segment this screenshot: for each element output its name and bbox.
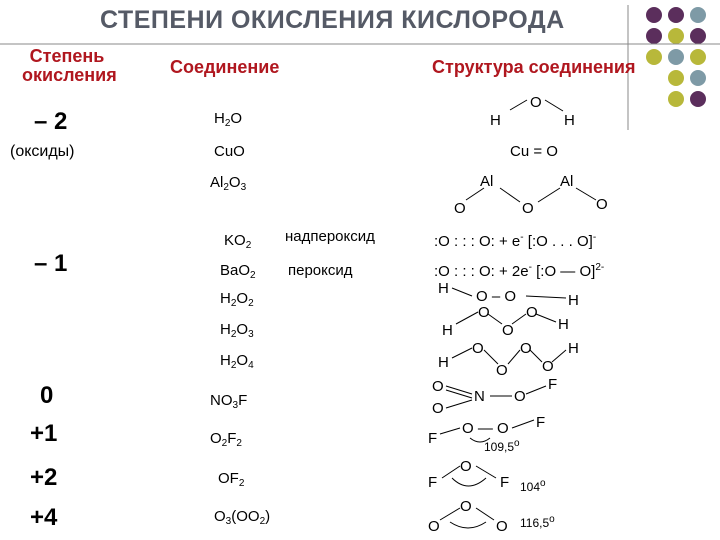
atom: H — [442, 322, 453, 339]
atom: H — [558, 316, 569, 333]
atom: H — [564, 112, 575, 129]
atom: O — [432, 400, 444, 417]
bond — [500, 188, 520, 202]
compound-no3f: $NO_3F$ — [210, 392, 248, 411]
compound-al2o3: $Al_2O_3$ — [210, 174, 247, 193]
atom: O — [502, 322, 514, 339]
bond — [545, 100, 563, 111]
atom: F — [536, 414, 546, 431]
bond — [446, 390, 472, 398]
atom: O — [472, 340, 484, 357]
header-compound: Соединение — [170, 57, 280, 77]
header-line: окисления — [22, 65, 117, 85]
compound-o2f2: $O_2F_2$ — [210, 430, 242, 449]
atom: O — [514, 388, 526, 405]
atom: Al — [480, 173, 494, 190]
bond — [440, 428, 460, 434]
bond — [442, 466, 460, 478]
atom: O — [530, 94, 542, 111]
state-plus-two: +2 — [30, 464, 58, 491]
state-minus-two: – 2 — [34, 108, 68, 135]
header-line: Степень — [29, 46, 105, 66]
header-structure: Структура соединения — [432, 57, 636, 77]
compound-of2: $OF_2$ — [218, 470, 245, 489]
bond — [526, 386, 546, 394]
structure-ko2: :O : : : O: + e- [:O . . . O]- — [434, 232, 597, 250]
bond — [488, 314, 502, 324]
atom: Al — [560, 173, 574, 190]
bond — [446, 400, 472, 408]
bond — [512, 314, 526, 324]
bond-angle: $116,5^о$ — [520, 514, 555, 530]
structure-bao2: :O : : : O: + 2e- [:O — O]$^{2-}$ — [434, 262, 605, 280]
state-minus-one: – 1 — [34, 250, 68, 277]
atom: H — [568, 292, 579, 309]
compound-h2o: $H_2O$ — [214, 110, 243, 129]
structure-oo: O – O — [476, 288, 517, 305]
bond — [530, 350, 542, 362]
angle-arc — [452, 478, 486, 486]
bond — [526, 296, 566, 298]
state-plus-four: +4 — [30, 504, 58, 531]
atom: H — [568, 340, 579, 357]
atom: F — [500, 474, 510, 491]
bond — [510, 100, 527, 110]
atom: O — [460, 498, 472, 515]
atom: O — [542, 358, 554, 375]
compound-h2o2: $H_2O_2$ — [220, 290, 254, 309]
compound-cuo: CuO — [214, 143, 245, 160]
state-zero: 0 — [40, 382, 54, 409]
compound-o3-oo2: $O_3(OO_2)$ — [214, 508, 271, 527]
bond — [476, 508, 494, 520]
page-title: СТЕПЕНИ ОКИСЛЕНИЯ КИСЛОРОДА — [100, 6, 565, 34]
atom: H — [438, 354, 449, 371]
atom: O — [496, 518, 508, 535]
label-peroxide: пероксид — [288, 262, 353, 279]
compound-h2o4: $H_2O_4$ — [220, 352, 254, 371]
atom: F — [548, 376, 558, 393]
header-oxidation-state — [22, 46, 117, 85]
atom: O — [460, 458, 472, 475]
atom: O — [432, 378, 444, 395]
bond — [446, 386, 472, 394]
atom: O — [596, 196, 608, 213]
structure-oo: O — O — [462, 420, 509, 437]
atom: N — [474, 388, 485, 405]
label-superoxide: надпероксид — [285, 228, 375, 245]
atom: H — [438, 280, 449, 297]
bond — [512, 420, 534, 428]
compound-bao2: BaO$_2$ — [220, 262, 256, 281]
atom: O — [522, 200, 534, 217]
structure-cuo: Cu = O — [510, 143, 558, 160]
atom: F — [428, 430, 438, 447]
bond — [538, 188, 560, 202]
bond — [576, 188, 596, 200]
bond-angle: $109,5^о$ — [484, 438, 520, 454]
atom: O — [520, 340, 532, 357]
bond — [456, 312, 478, 324]
atom: F — [428, 474, 438, 491]
compound-ko2: $KO_2$ — [224, 232, 252, 251]
bond — [552, 350, 566, 362]
atom: O — [428, 518, 440, 535]
bond — [536, 314, 556, 322]
atom: H — [490, 112, 501, 129]
bond — [452, 288, 472, 296]
state-plus-one: +1 — [30, 420, 58, 447]
bond-angle: $104^о$ — [520, 478, 546, 494]
bond — [508, 350, 520, 364]
bond — [452, 348, 472, 358]
bond — [440, 508, 460, 520]
bond — [476, 466, 496, 478]
compound-h2o3: $H_2O_3$ — [220, 321, 254, 340]
angle-arc — [450, 522, 486, 528]
atom: O — [478, 304, 490, 321]
atom: O — [454, 200, 466, 217]
atom: O — [526, 304, 538, 321]
state-note-oxides: (оксиды) — [10, 143, 75, 160]
atom: O — [496, 362, 508, 379]
